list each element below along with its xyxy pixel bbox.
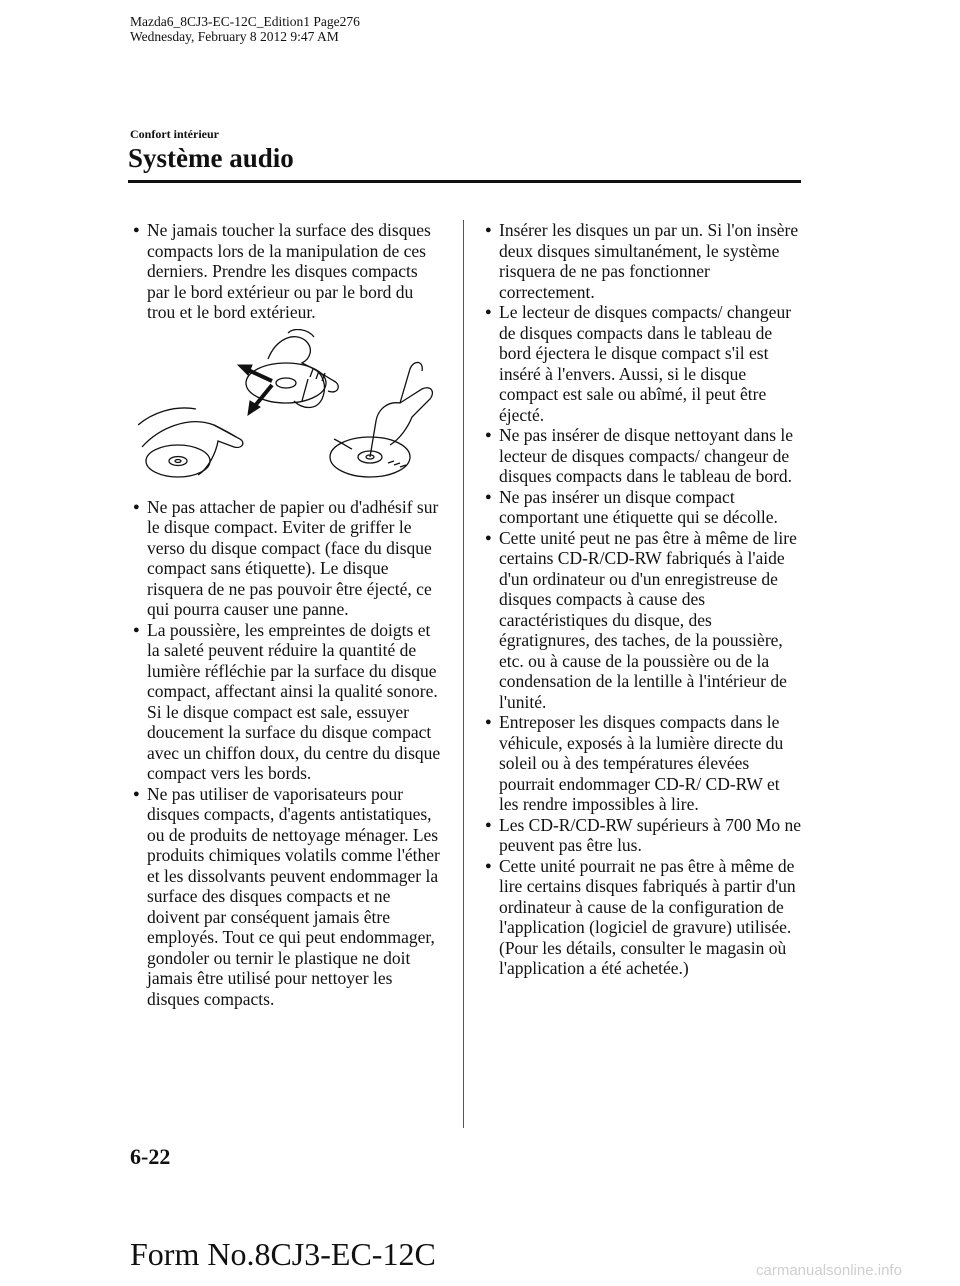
list-item (130, 620, 442, 784)
list-item-text: Ne pas insérer un disque compact comportant une étiquette qui se décolle. (499, 486, 778, 527)
bullet-icon: ● (133, 224, 140, 236)
right-bullet-list (482, 220, 802, 979)
bullet-icon: ● (485, 716, 492, 728)
cd-handling-illustration (138, 329, 438, 489)
list-item (130, 784, 442, 1010)
list-item (482, 302, 802, 425)
title-rule (128, 180, 801, 183)
list-item-text: Ne pas utiliser de vaporisateurs pour disques compacts, d'agents antistatiques, ou de produits de nettoyage ménager. Les produits chimiques volatils comme l'éther et les dissolvants peuvent endommager la surface des disques compacts et ne doivent par conséquent jamais être employés. Tout ce qui peut endommager, gondoler ou ternir le plastique ne doit jamais être utilisé pour nettoyer les disques compacts. (147, 783, 440, 1009)
bullet-icon: ● (485, 429, 492, 441)
bullet-icon: ● (133, 500, 140, 513)
list-item-text: Insérer les disques un par un. Si l'on insère deux disques simultanément, le système risquera de ne pas fonctionner correctement. (499, 220, 799, 302)
bullet-icon: ● (485, 531, 492, 544)
list-item (482, 815, 802, 856)
bullet-icon: ● (485, 224, 492, 236)
list-item-text: Cette unité peut ne pas être à même de lire certains CD-R/CD-RW fabriqués à l'aide d'un ordinateur ou d'un enregistreuse de disques compacts à cause des caractéristiques du disque, des égratignures, des taches, de la poussière, etc. ou à cause de la poussière ou de la condensation de la lentille à l'intérieur de l'unité. (499, 527, 797, 712)
right-column (482, 220, 802, 979)
list-item (482, 712, 802, 815)
print-header (130, 14, 360, 44)
bullet-icon: ● (485, 306, 492, 318)
list-item-text: Ne jamais toucher la surface des disques compacts lors de la manipulation de ces derniers. Prendre les disques compacts par le bord extérieur ou par le bord du trou et le bord extérieur. (147, 220, 431, 322)
list-item-text: Ne pas insérer de disque nettoyant dans le lecteur de disques compacts/ changeur de disques compacts dans le tableau de bord. (499, 425, 794, 486)
page-number: 6-22 (130, 1144, 171, 1169)
page-title: Système audio (128, 143, 294, 173)
list-item-text: Le lecteur de disques compacts/ changeur de disques compacts dans le tableau de bord éjectera le disque compact s'il est inséré à l'envers. Aussi, si le disque compact est sale ou abîmé, il peut être éjecté. (499, 302, 792, 425)
bullet-icon: ● (133, 787, 140, 800)
print-header-line-1: Mazda6_8CJ3-EC-12C_Edition1 Page276 (130, 14, 360, 29)
form-number: Form No.8CJ3-EC-12C (130, 1236, 436, 1272)
list-item-text: Les CD-R/CD-RW supérieurs à 700 Mo ne peuvent pas être lus. (499, 814, 802, 855)
watermark-link[interactable]: carmanualsonline.info (756, 1262, 902, 1279)
list-item-text: Cette unité pourrait ne pas être à même de lire certains disques fabriqués à partir d'un ordinateur à cause de la configuration de l'application (logiciel de gravure) utilisée. (Pour les détails, consulter le magasin où l'application a été achetée.) (499, 855, 796, 978)
list-item (482, 856, 802, 979)
section-label: Confort intérieur (130, 127, 219, 141)
list-item (130, 220, 442, 323)
print-header-line-2: Wednesday, February 8 2012 9:47 AM (130, 29, 339, 44)
left-bullet-list (130, 220, 442, 323)
list-item (130, 497, 442, 620)
bullet-icon: ● (485, 490, 492, 503)
left-bullet-list-continued (130, 497, 442, 1010)
list-item (482, 425, 802, 487)
list-item (482, 487, 802, 528)
list-item-text: Ne pas attacher de papier ou d'adhésif sur le disque compact. Eviter de griffer le verso du disque compact (face du disque compact sans étiquette). Le disque risquera de ne pas pouvoir être éjecté, ce qui pourra causer une panne. (147, 496, 439, 619)
bullet-icon: ● (133, 623, 140, 636)
left-column (130, 220, 442, 1009)
list-item-text: La poussière, les empreintes de doigts et la saleté peuvent réduire la quantité de lumière réfléchie par la surface du disque compact, affectant ainsi la qualité sonore. Si le disque compact est sale, essuyer doucement la surface du disque compact avec un chiffon doux, du centre du disque compact vers les bords. (147, 619, 441, 783)
list-item (482, 528, 802, 713)
list-item (482, 220, 802, 302)
bullet-icon: ● (485, 818, 492, 831)
list-item-text: Entreposer les disques compacts dans le véhicule, exposés à la lumière directe du soleil ou à des températures élevées pourrait endommager CD-R/ CD-RW et les rendre impossibles à lire. (499, 712, 784, 814)
bullet-icon: ● (485, 859, 492, 872)
disc-left-icon (146, 445, 210, 477)
column-divider (463, 220, 464, 1128)
